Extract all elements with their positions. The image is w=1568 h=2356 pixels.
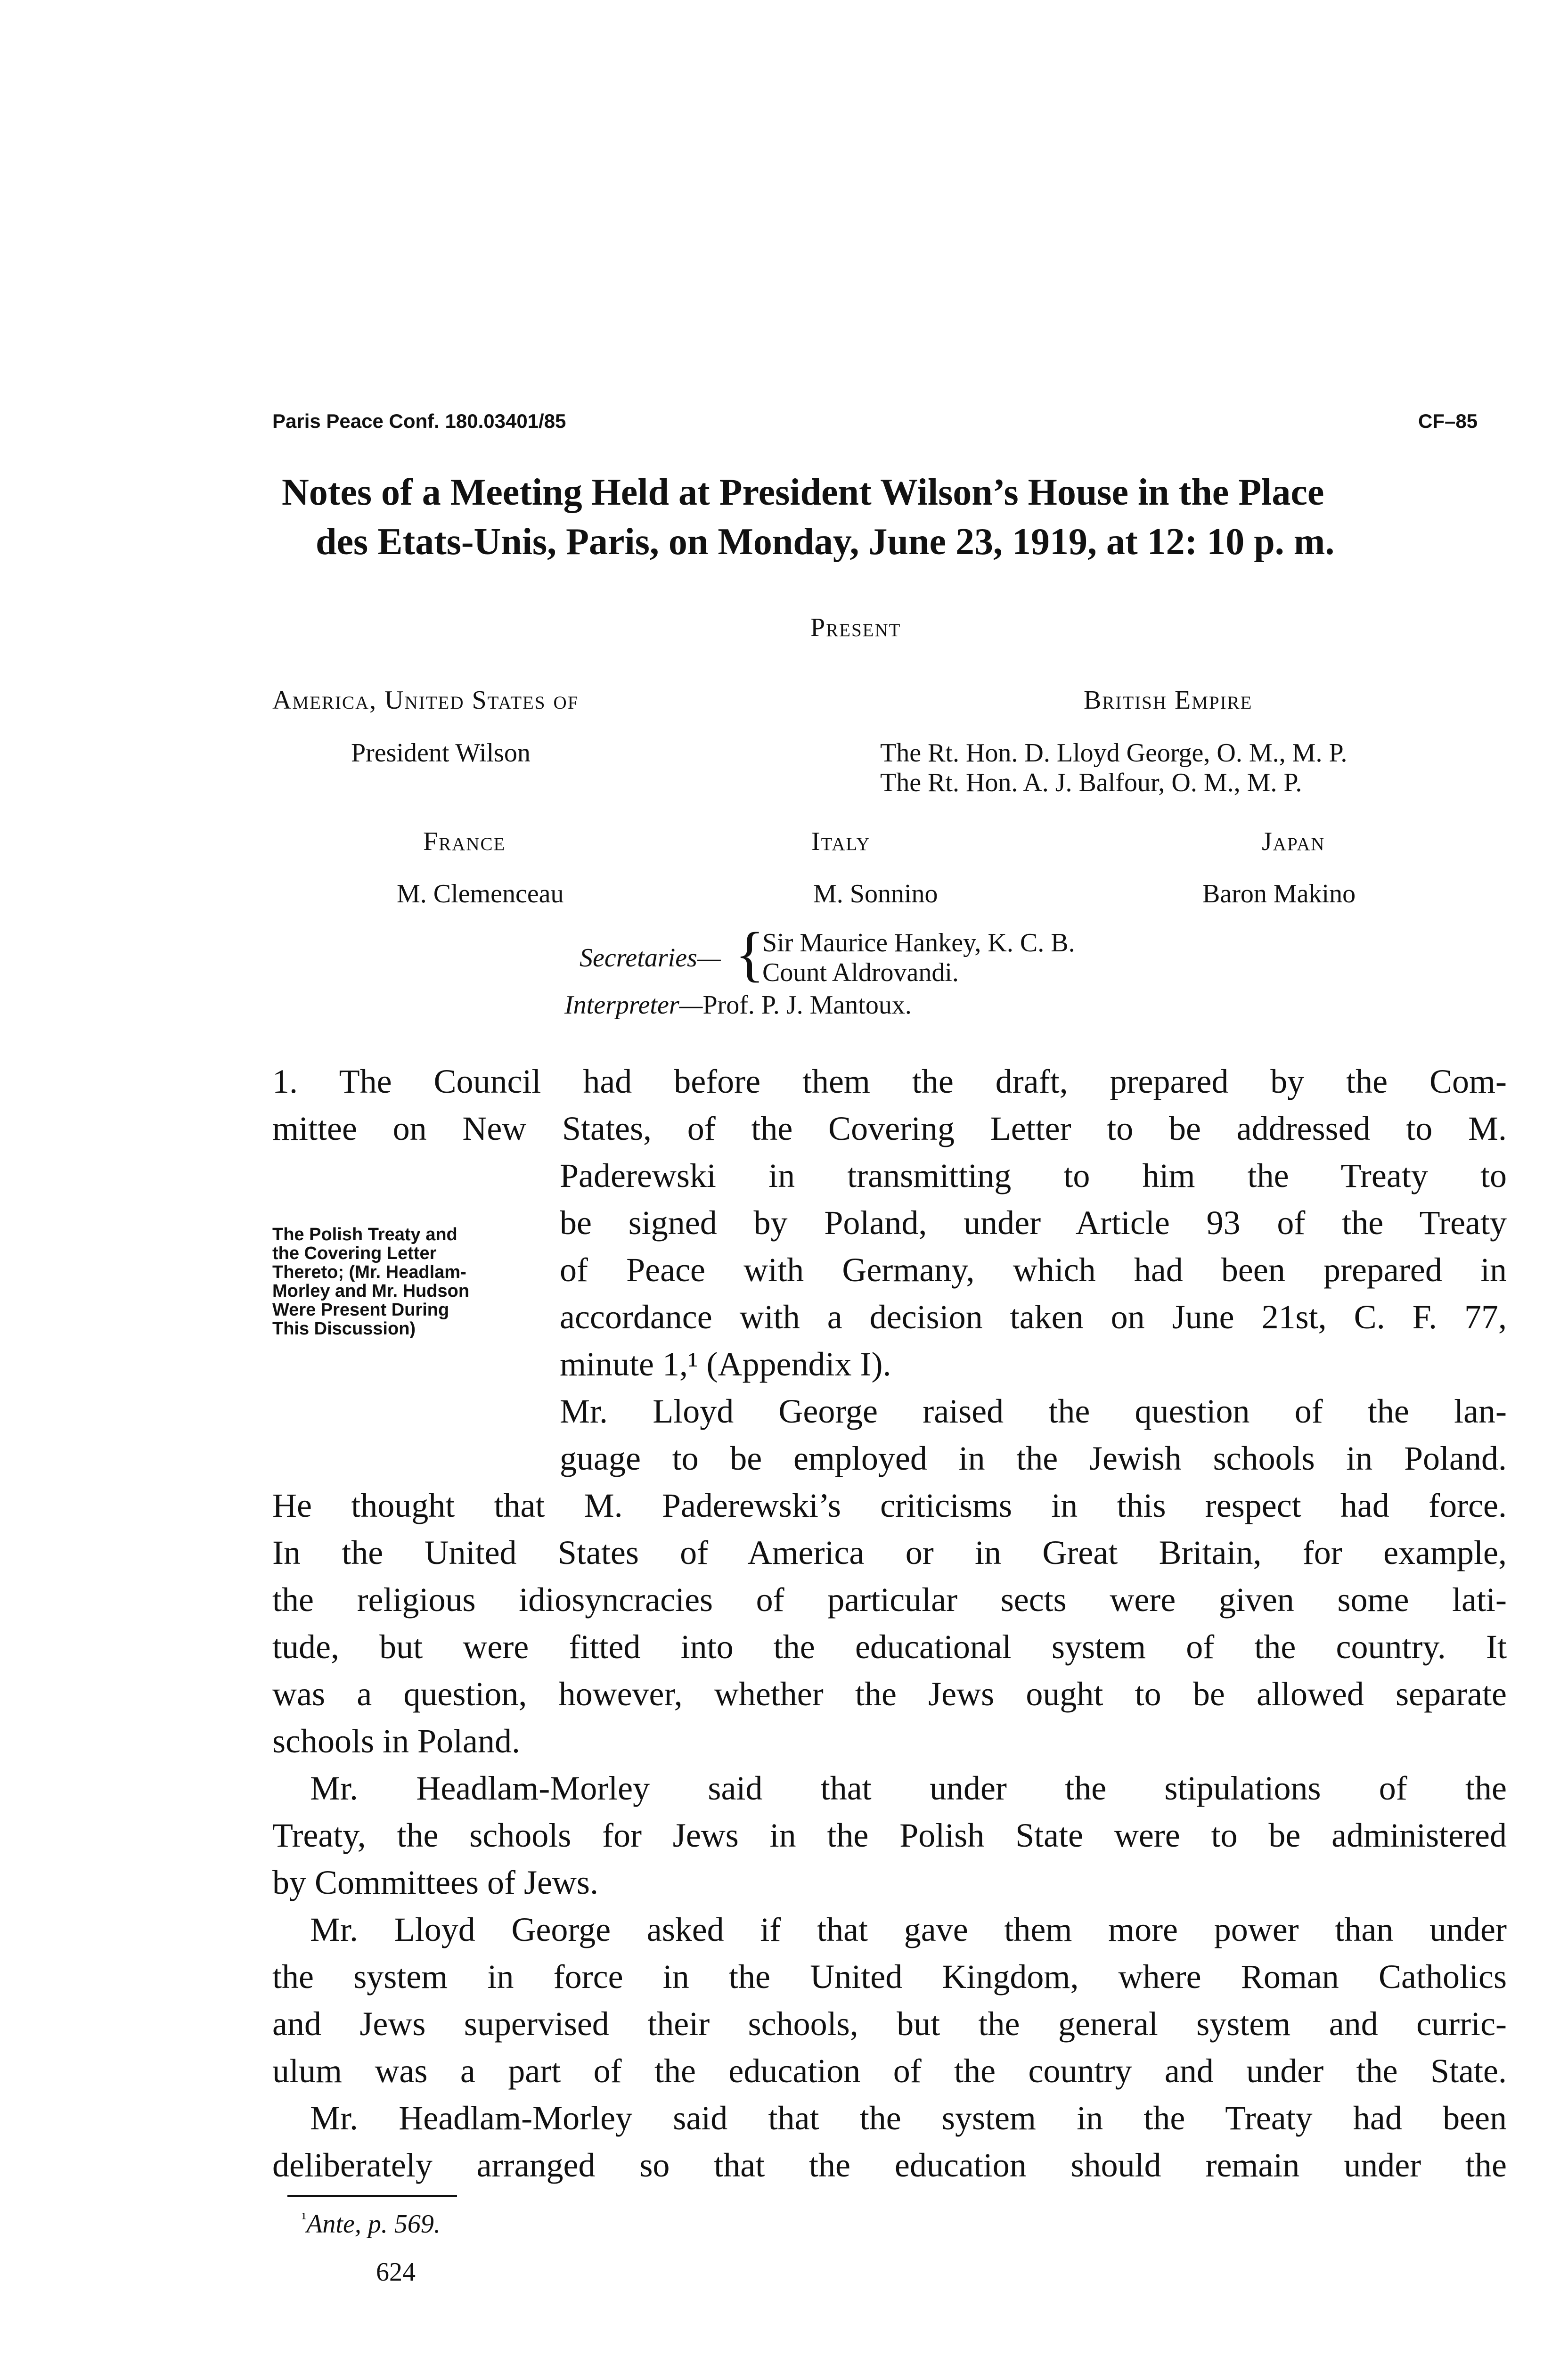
text-line: In the United States of America or in Great Britain, for example, [272,1534,1507,1571]
interpreter-name: Prof. P. J. Mantoux. [702,990,912,1020]
text-line: Mr. Lloyd George raised the question of the lan- [560,1392,1507,1430]
page-number: 624 [376,2258,416,2287]
footnote-text: Ante, p. 569. [306,2209,441,2239]
text-line: mittee on New States, of the Covering Letter to be addressed to M. [272,1110,1507,1147]
margin-note: The Polish Treaty and the Covering Letter Thereto; (Mr. Headlam-Morley and Mr. Hudson Were Present During This Discussion) [272,1225,470,1339]
document-code: CF–85 [1418,410,1478,432]
attendee-sonnino: M. Sonnino [813,879,938,908]
text-line: be signed by Poland, under Article 93 of the Treaty [560,1204,1507,1242]
text-line: Mr. Headlam-Morley said that the system in the Treaty had been [310,2099,1507,2137]
paragraph-2 [272,1482,1507,1765]
attendee-clemenceau: M. Clemenceau [397,879,564,908]
brace: { [735,920,765,988]
country-italy: Italy [811,827,871,856]
text-line: minute 1,¹ (Appendix I). [560,1345,891,1383]
text-line: deliberately arranged so that the education should remain under the [272,2146,1507,2184]
country-british-empire: British Empire [1084,686,1253,715]
attendee-balfour: The Rt. Hon. A. J. Balfour, O. M., M. P. [880,768,1302,797]
attendee-lloyd-george: The Rt. Hon. D. Lloyd George, O. M., M. P. [880,738,1348,768]
text-line: schools in Poland. [272,1722,521,1760]
secretary-hankey: Sir Maurice Hankey, K. C. B. [762,928,1075,957]
paragraph-1 [272,1058,1507,1152]
text-line: by Committees of Jews. [272,1864,598,1901]
text-line: tude, but were fitted into the educational system of the country. It [272,1628,1507,1666]
text-line: Treaty, the schools for Jews in the Polish State were to be administered [272,1816,1507,1854]
country-france: France [423,827,506,856]
interpreter-line [564,990,912,1020]
footnote [302,2209,441,2239]
footnote-marker: ¹ [302,2209,307,2227]
text-line: of Peace with Germany, which had been prepared in [560,1251,1507,1289]
attendee-makino: Baron Makino [1202,879,1356,908]
text-line: Paderewski in transmitting to him the Treaty to [560,1157,1507,1194]
text-line: guage to be employed in the Jewish schools in Poland. [560,1440,1507,1477]
interpreter-label: Interpreter— [564,990,703,1020]
paragraph-2-indented [560,1388,1507,1482]
text-line: ulum was a part of the education of the country and under the State. [272,2052,1507,2090]
text-line: accordance with a decision taken on June 21st, C. F. 77, [560,1298,1507,1336]
text-line: was a question, however, whether the Jews ought to be allowed separate [272,1675,1507,1713]
secretary-aldrovandi: Count Aldrovandi. [762,958,959,987]
text-line: Mr. Lloyd George asked if that gave them more power than under [310,1911,1507,1948]
present-heading: Present [810,613,901,642]
title-line-1: Notes of a Meeting Held at President Wilson’s House in the Place [282,472,1324,513]
paragraph-5 [272,2094,1507,2189]
file-reference: Paris Peace Conf. 180.03401/85 [272,410,566,432]
footnote-rule [287,2195,457,2197]
paragraph-3 [272,1765,1507,1906]
text-line: He thought that M. Paderewski’s criticisms in this respect had force. [272,1487,1507,1524]
text-line: 1. The Council had before them the draft, prepared by the Com- [272,1063,1507,1100]
country-america: America, United States of [272,686,579,715]
text-line: and Jews supervised their schools, but the general system and curric- [272,2005,1507,2043]
attendee-wilson: President Wilson [351,738,531,768]
text-line: the religious idiosyncracies of particular sects were given some lati- [272,1581,1507,1619]
secretaries-label: Secretaries— [580,943,721,973]
paragraph-4 [272,1906,1507,2094]
country-japan: Japan [1262,827,1325,856]
text-line: the system in force in the United Kingdom, where Roman Catholics [272,1958,1507,1996]
title-line-2: des Etats-Unis, Paris, on Monday, June 23, 1919, at 12: 10 p. m. [316,521,1335,563]
text-line: Mr. Headlam-Morley said that under the stipulations of the [310,1769,1507,1807]
paragraph-1-indented [560,1152,1507,1388]
